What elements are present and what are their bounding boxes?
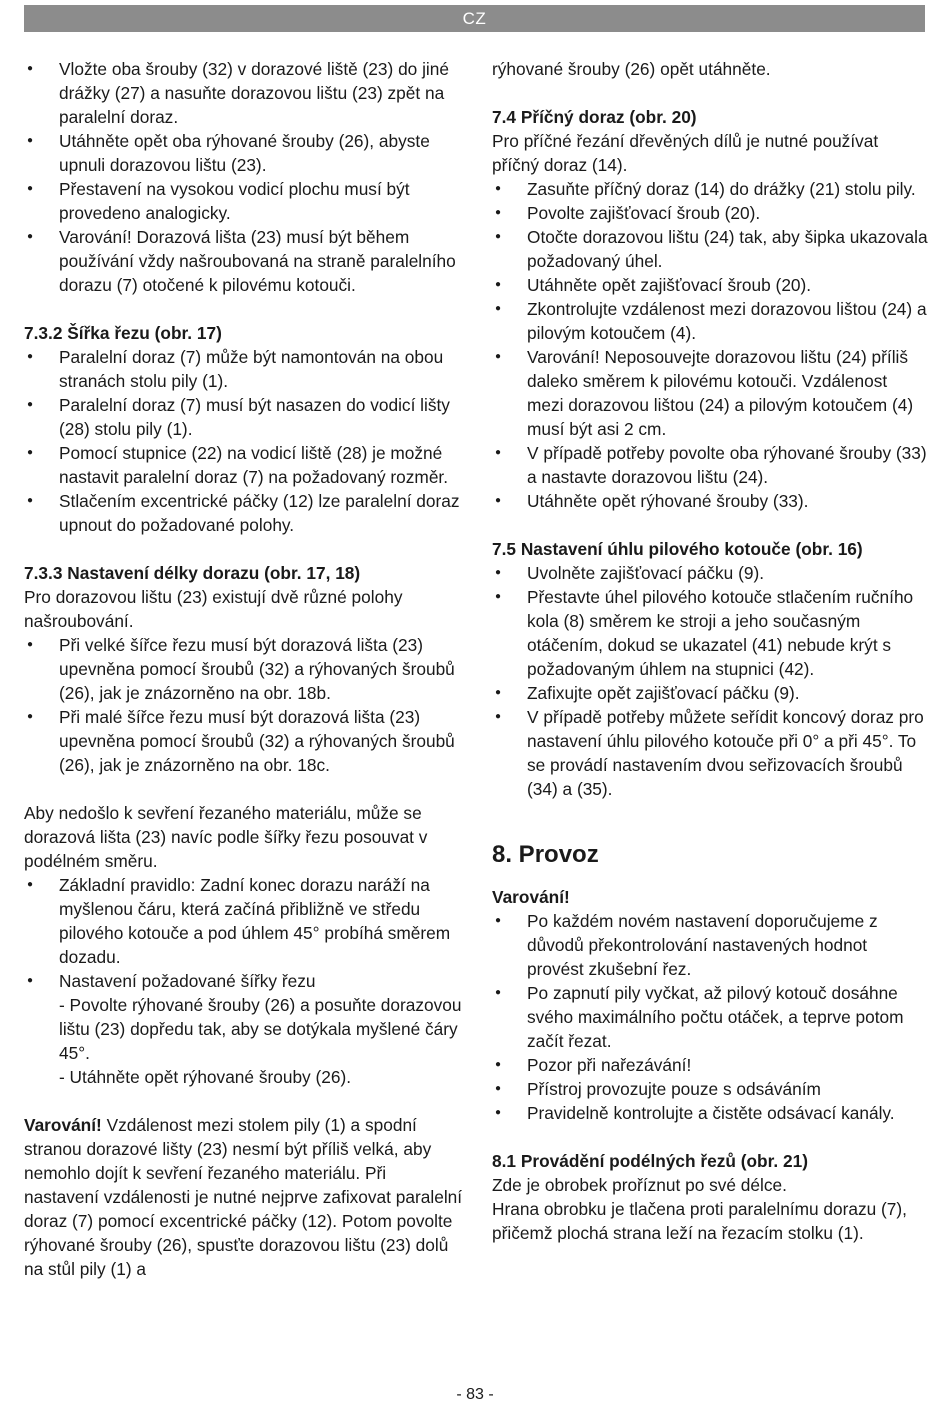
list-item: ● Pozor při nařezávání! (492, 1053, 928, 1077)
list-item: ● Stlačením excentrické páčky (12) lze paralelní doraz upnout do požadované polohy. (24, 489, 464, 537)
list-item: ● Po zapnutí pily vyčkat, až pilový kotouč dosáhne svého maximálního počtu otáček, a teprve potom začít řezat. (492, 981, 928, 1053)
list-item: ● Paralelní doraz (7) může být namontován na obou stranách stolu pily (1). (24, 345, 464, 393)
list-item: ● Přístroj provozujte pouze s odsáváním (492, 1077, 928, 1101)
section-7-4-bullets (492, 177, 928, 513)
section-7-3-2-bullets (24, 345, 464, 537)
list-item: ● Zafixujte opět zajišťovací páčku (9). (492, 681, 928, 705)
section-7-3-3-intro: Pro dorazovou lištu (23) existují dvě různé polohy našroubování. (24, 587, 403, 631)
setting-step-1: - Povolte rýhované šrouby (26) a posuňte dorazovou lištu (23) dopředu tak, aby se dotýkala myšlené čáry 45°. (59, 995, 462, 1063)
list-item: ● V případě potřeby povolte oba rýhované šrouby (33) a nastavte dorazovou lištu (24). (492, 441, 928, 489)
list-item: ● Varování! Neposouvejte dorazovou lištu (24) příliš daleko směrem k pilovému kotouči. Vzdálenost mezi dorazovou lištou (24) a pilovým kotoučem (4) musí být asi 2 cm. (492, 345, 928, 441)
language-header-bar (24, 5, 925, 32)
continued-text: rýhované šrouby (26) opět utáhněte. (492, 59, 771, 79)
list-item: ● V případě potřeby můžete seřídit koncový doraz pro nastavení úhlu pilového kotouče při 0° a při 45°. To se provádí nastavením dvou seřizovacích šroubů (34) a (35). (492, 705, 928, 801)
list-item: ● Vložte oba šrouby (32) v dorazové liště (23) do jiné drážky (27) a nasuňte dorazovou lištu (23) zpět na paralelní doraz. (24, 57, 464, 129)
section-7-3-3-bullets (24, 633, 464, 777)
section-heading-8-1: 8.1 Provádění podélných řezů (obr. 21) (492, 1151, 808, 1171)
chapter-heading-8: 8. Provoz (492, 841, 599, 868)
list-item: ● Paralelní doraz (7) musí být nasazen do vodicí lišty (28) stolu pily (1). (24, 393, 464, 441)
warning-text: Vzdálenost mezi stolem pily (1) a spodní stranou dorazové lišty (23) nesmí být příliš velká, aby nemohlo dojít k sevření řezaného materiálu. Při nastavení vzdálenosti je nutné nejprve zafixovat paralelní doraz (7) pomocí excentrické páčky (12). Potom povolte rýhované šrouby (26), spusťte dorazovou lištu (23) dolů na stůl pily (1) a (24, 1115, 463, 1279)
list-item: ● Varování! Dorazová lišta (23) musí být během používání vždy našroubovaná na straně paralelního dorazu (7) otočené k pilovému kotouči. (24, 225, 464, 297)
list-item: ● Při velké šířce řezu musí být dorazová lišta (23) upevněna pomocí šroubů (32) a rýhovaných šroubů (26), jak je znázorněno na obr. 18b. (24, 633, 464, 705)
list-item: ● Utáhněte opět zajišťovací šroub (20). (492, 273, 928, 297)
section-8-bullets (492, 909, 928, 1125)
list-item: ● Při malé šířce řezu musí být dorazová lišta (23) upevněna pomocí šroubů (32) a rýhovaných šroubů (26), jak je znázorněno na obr. 18c. (24, 705, 464, 777)
section-heading-7-3-3: 7.3.3 Nastavení délky dorazu (obr. 17, 18) (24, 563, 361, 583)
section-8-1-text-2: Hrana obrobku je tlačena proti paralelnímu dorazu (7), přičemž plochá strana leží na řezacím stolku (1). (492, 1199, 907, 1243)
list-item: ● Přestavte úhel pilového kotouče stlačením ručního kola (8) směrem ke stroji a jeho současným otáčením, dokud se ukazatel (41) nebude krýt s požadovaným úhlem na stupnici (42). (492, 585, 928, 681)
right-column (492, 57, 928, 1245)
list-item: ● Otočte dorazovou lištu (24) tak, aby šipka ukazovala požadovaný úhel. (492, 225, 928, 273)
list-item: ● Utáhněte opět rýhované šrouby (33). (492, 489, 928, 513)
section-heading-7-5: 7.5 Nastavení úhlu pilového kotouče (obr. 16) (492, 539, 863, 559)
list-item: ● Utáhněte opět oba rýhované šrouby (26), abyste upnuli dorazovou lištu (23). (24, 129, 464, 177)
section-heading-7-4: 7.4 Příčný doraz (obr. 20) (492, 107, 697, 127)
setting-title: ● Nastavení požadované šířky řezu (59, 971, 316, 991)
intro-bullet-list (24, 57, 464, 297)
warning-paragraph (24, 1113, 464, 1281)
section-7-4-intro: Pro příčné řezání dřevěných dílů je nutné používat příčný doraz (14). (492, 131, 879, 175)
list-item: ● Zkontrolujte vzdálenost mezi dorazovou lištou (24) a pilovým kotoučem (4). (492, 297, 928, 345)
shift-bullets (24, 873, 464, 1089)
list-item: ● Pravidelně kontrolujte a čistěte odsávací kanály. (492, 1101, 928, 1125)
list-item: ● Uvolněte zajišťovací páčku (9). (492, 561, 928, 585)
section-heading-7-3-2: 7.3.2 Šířka řezu (obr. 17) (24, 323, 222, 343)
list-item: ● Pomocí stupnice (22) na vodicí liště (28) je možné nastavit paralelní doraz (7) na požadovaný rozměr. (24, 441, 464, 489)
left-column (24, 57, 464, 1281)
list-item: ● Po každém novém nastavení doporučujeme z důvodů překontrolování nastavených hodnot provést zkušební řez. (492, 909, 928, 981)
language-code: CZ (462, 9, 487, 28)
warning-heading: Varování! (492, 887, 570, 907)
section-7-5-bullets (492, 561, 928, 801)
section-8-1-text-1: Zde je obrobek proříznut po své délce. (492, 1175, 787, 1195)
warning-label: Varování! (24, 1115, 102, 1135)
shift-paragraph: Aby nedošlo k sevření řezaného materiálu, může se dorazová lišta (23) navíc podle šířky řezu posouvat v podélném směru. (24, 803, 428, 871)
list-item: ● Povolte zajišťovací šroub (20). (492, 201, 928, 225)
setting-step-2: - Utáhněte opět rýhované šrouby (26). (59, 1067, 352, 1087)
list-item: ● Přestavení na vysokou vodicí plochu musí být provedeno analogicky. (24, 177, 464, 225)
list-item (24, 969, 464, 1089)
page-number: - 83 - (456, 1386, 494, 1403)
list-item: ● Zasuňte příčný doraz (14) do drážky (21) stolu pily. (492, 177, 928, 201)
list-item: ● Základní pravidlo: Zadní konec dorazu naráží na myšlenou čáru, která začíná přibližně ve středu pilového kotouče a pod úhlem 45° probíhá směrem dozadu. (24, 873, 464, 969)
